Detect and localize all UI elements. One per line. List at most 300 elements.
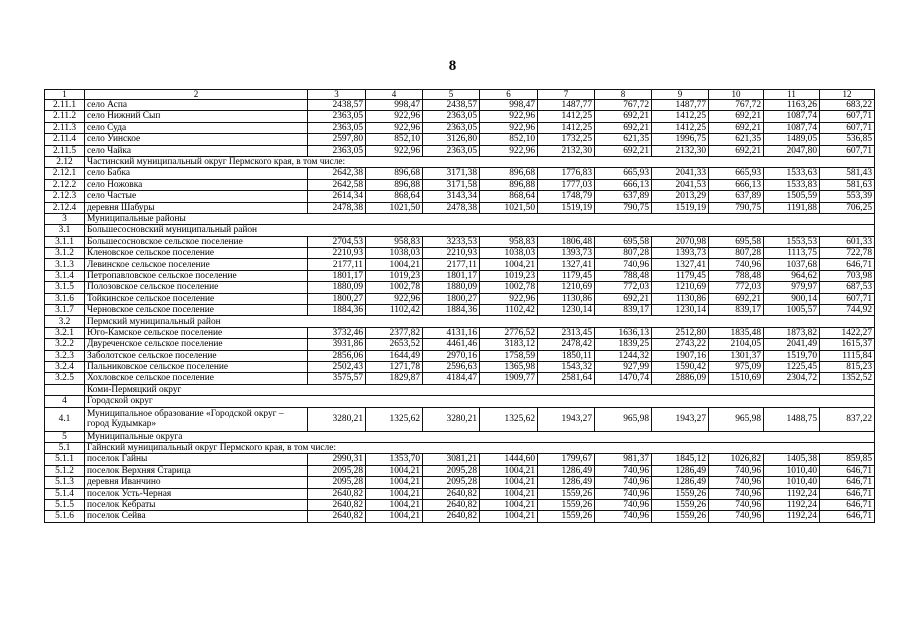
tariff-value: 1412,25: [538, 111, 595, 122]
tariff-value: 998,47: [480, 100, 538, 111]
row-code: 5.1.1: [45, 454, 85, 465]
row-code: 3.1.2: [45, 248, 85, 259]
section-title: Муниципальные округа: [85, 431, 875, 442]
tariff-value: 965,98: [595, 407, 652, 431]
table-row: [45, 191, 875, 202]
tariff-value: 1130,86: [538, 293, 595, 304]
tariff-value: 1010,40: [764, 477, 820, 488]
tariff-value: 1487,77: [538, 100, 595, 111]
table-row: [45, 282, 875, 293]
tariff-value: 1829,87: [366, 373, 423, 384]
tariff-value: 1533,83: [764, 179, 820, 190]
section-row: [45, 442, 875, 453]
tariff-value: 692,21: [709, 145, 764, 156]
row-code: 5.1.5: [45, 499, 85, 510]
tariff-value: 2640,82: [423, 488, 480, 499]
tariff-value: 1004,21: [366, 488, 423, 499]
tariff-value: 1806,48: [538, 236, 595, 247]
tariff-value: 2478,38: [423, 202, 480, 213]
section-row: [45, 213, 875, 224]
tariff-value: 1510,69: [709, 373, 764, 384]
tariff-value: 788,48: [709, 270, 764, 281]
tariff-value: 975,09: [709, 361, 764, 372]
tariff-value: 807,28: [595, 248, 652, 259]
tariff-value: 1907,16: [652, 350, 709, 361]
tariff-value: 2642,38: [308, 168, 366, 179]
tariff-value: 1943,27: [538, 407, 595, 431]
tariff-value: 4131,16: [423, 327, 480, 338]
tariff-value: 2363,05: [308, 145, 366, 156]
row-code: 3.2.2: [45, 339, 85, 350]
table-row: [45, 327, 875, 338]
tariff-value: 1225,45: [764, 361, 820, 372]
tariff-value: 740,96: [595, 511, 652, 522]
tariff-value: 1004,21: [366, 477, 423, 488]
tariff-value: 815,23: [820, 361, 875, 372]
row-code: 2.12.2: [45, 179, 85, 190]
tariff-value: 2640,82: [308, 499, 366, 510]
tariff-value: 1038,03: [366, 248, 423, 259]
tariff-value: 1021,50: [366, 202, 423, 213]
section-title: Гайнский муниципальный округ Пермского края, в том числе:: [85, 442, 875, 453]
settlement-name: поселок Гайны: [85, 454, 308, 465]
tariff-value: 2104,05: [709, 339, 764, 350]
tariff-value: 1005,57: [764, 305, 820, 316]
tariff-value: 703,98: [820, 270, 875, 281]
tariff-value: 1163,26: [764, 100, 820, 111]
tariff-value: 2377,82: [366, 327, 423, 338]
tariff-value: 1019,23: [480, 270, 538, 281]
tariff-value: 740,96: [709, 499, 764, 510]
tariff-value: 1559,26: [652, 511, 709, 522]
table-row: [45, 179, 875, 190]
row-code: 3: [45, 213, 85, 224]
tariff-value: 1533,63: [764, 168, 820, 179]
row-code: 2.11.4: [45, 134, 85, 145]
tariff-value: 767,72: [595, 100, 652, 111]
settlement-name: поселок Сейва: [85, 511, 308, 522]
section-row: [45, 384, 875, 395]
tariff-value: 1644,49: [366, 350, 423, 361]
tariff-value: 646,71: [820, 259, 875, 270]
tariff-value: 2095,28: [308, 465, 366, 476]
table-row: [45, 168, 875, 179]
tariff-value: 896,68: [480, 168, 538, 179]
tariff-value: 1543,32: [538, 361, 595, 372]
section-title: Большесосновский муниципальный район: [85, 225, 875, 236]
tariff-value: 1004,21: [480, 477, 538, 488]
row-code: [45, 384, 85, 395]
tariff-value: 1286,49: [538, 465, 595, 476]
tariff-value: 922,96: [366, 111, 423, 122]
tariff-value: 692,21: [709, 122, 764, 133]
tariff-value: 706,25: [820, 202, 875, 213]
tariff-value: 692,21: [595, 145, 652, 156]
table-row: [45, 350, 875, 361]
tariff-value: 1487,77: [652, 100, 709, 111]
tariff-value: 687,53: [820, 282, 875, 293]
tariff-value: 1286,49: [538, 477, 595, 488]
table-row: [45, 236, 875, 247]
tariff-value: 740,96: [595, 488, 652, 499]
tariff-value: 2013,29: [652, 191, 709, 202]
tariff-value: 2041,33: [652, 168, 709, 179]
tariff-value: 852,10: [366, 134, 423, 145]
tariff-value: 837,22: [820, 407, 875, 431]
tariff-value: 2363,05: [423, 122, 480, 133]
tariff-value: 2132,30: [538, 145, 595, 156]
settlement-name: поселок Верхняя Старица: [85, 465, 308, 476]
tariff-value: 2095,28: [423, 477, 480, 488]
tariff-value: 1636,13: [595, 327, 652, 338]
tariff-value: 601,33: [820, 236, 875, 247]
tariff-value: 1179,45: [652, 270, 709, 281]
tariff-value: 1004,21: [480, 465, 538, 476]
row-code: 2.11.5: [45, 145, 85, 156]
table-row: [45, 499, 875, 510]
column-number-header: 11: [764, 90, 820, 100]
table-row: [45, 373, 875, 384]
section-title: Муниципальные районы: [85, 213, 875, 224]
tariff-value: 1038,03: [480, 248, 538, 259]
tariff-value: 1884,36: [423, 305, 480, 316]
tariff-value: 922,96: [480, 293, 538, 304]
tariff-value: 852,10: [480, 134, 538, 145]
tariff-value: 740,96: [595, 499, 652, 510]
tariff-value: 2596,63: [423, 361, 480, 372]
tariff-value: 692,21: [595, 111, 652, 122]
tariff-value: 922,96: [480, 111, 538, 122]
tariff-value: 1488,75: [764, 407, 820, 431]
tariff-value: 1191,88: [764, 202, 820, 213]
tariff-value: 1192,24: [764, 488, 820, 499]
tariff-value: 666,13: [595, 179, 652, 190]
tariff-value: 807,28: [709, 248, 764, 259]
tariff-value: 1087,74: [764, 122, 820, 133]
tariff-value: 1422,27: [820, 327, 875, 338]
tariff-value: 2653,52: [366, 339, 423, 350]
tariff-value: 1559,26: [652, 488, 709, 499]
tariff-value: 1244,32: [595, 350, 652, 361]
tariff-value: 896,68: [366, 168, 423, 179]
table-row: [45, 465, 875, 476]
tariff-value: 790,75: [595, 202, 652, 213]
tariff-value: 1559,26: [538, 499, 595, 510]
table-row: [45, 477, 875, 488]
tariff-value: 2970,16: [423, 350, 480, 361]
tariff-value: 2438,57: [308, 100, 366, 111]
tariff-value: 1286,49: [652, 465, 709, 476]
tariff-value: 1412,25: [538, 122, 595, 133]
settlement-name: поселок Усть-Черная: [85, 488, 308, 499]
section-row: [45, 431, 875, 442]
tariff-value: 2743,22: [652, 339, 709, 350]
row-code: 3.2.1: [45, 327, 85, 338]
tariff-value: 2070,98: [652, 236, 709, 247]
table-row: [45, 305, 875, 316]
tariff-value: 2642,58: [308, 179, 366, 190]
tariff-value: 2478,42: [538, 339, 595, 350]
tariff-value: 3171,38: [423, 168, 480, 179]
row-code: 4.1: [45, 407, 85, 431]
tariff-value: 922,96: [366, 293, 423, 304]
tariff-value: 607,71: [820, 293, 875, 304]
tariff-value: 2704,53: [308, 236, 366, 247]
tariff-value: 1102,42: [366, 305, 423, 316]
table-row: [45, 248, 875, 259]
tariff-value: 536,85: [820, 134, 875, 145]
settlement-name: Двуреченское сельское поселение: [85, 339, 308, 350]
settlement-name: Кленовское сельское поселение: [85, 248, 308, 259]
row-code: 3.1.4: [45, 270, 85, 281]
row-code: 2.12.4: [45, 202, 85, 213]
tariff-value: 3575,57: [308, 373, 366, 384]
tariff-value: 2512,80: [652, 327, 709, 338]
tariff-value: 1615,37: [820, 339, 875, 350]
tariff-value: 1230,14: [538, 305, 595, 316]
tariff-value: 1004,21: [366, 511, 423, 522]
settlement-name: село Уинское: [85, 134, 308, 145]
tariff-value: 621,35: [709, 134, 764, 145]
tariff-value: 1839,25: [595, 339, 652, 350]
settlement-name: село Аспа: [85, 100, 308, 111]
tariff-value: 1412,25: [652, 111, 709, 122]
tariff-value: 1943,27: [652, 407, 709, 431]
section-title: Пермский муниципальный район: [85, 316, 875, 327]
tariff-value: 665,93: [709, 168, 764, 179]
settlement-name: поселок Кебраты: [85, 499, 308, 510]
tariff-value: 1325,62: [366, 407, 423, 431]
table-row: [45, 407, 875, 431]
tariff-value: 4461,46: [423, 339, 480, 350]
row-code: 5.1.6: [45, 511, 85, 522]
tariff-value: 3081,21: [423, 454, 480, 465]
tariff-value: 1192,24: [764, 511, 820, 522]
tariff-value: 981,37: [595, 454, 652, 465]
column-number-header: 2: [85, 90, 308, 100]
tariff-value: 1405,38: [764, 454, 820, 465]
row-code: 5.1.2: [45, 465, 85, 476]
column-number-header: 12: [820, 90, 875, 100]
tariff-value: 740,96: [709, 477, 764, 488]
row-code: 4: [45, 396, 85, 407]
tariff-value: 2640,82: [423, 499, 480, 510]
tariff-value: 1880,09: [423, 282, 480, 293]
tariff-value: 2041,49: [764, 339, 820, 350]
tariff-value: 3280,21: [423, 407, 480, 431]
row-code: 2.11.2: [45, 111, 85, 122]
tariff-value: 581,43: [820, 168, 875, 179]
tariff-value: 740,96: [709, 511, 764, 522]
tariff-value: 2210,93: [423, 248, 480, 259]
table-row: [45, 361, 875, 372]
tariff-value: 744,92: [820, 305, 875, 316]
section-row: [45, 396, 875, 407]
tariff-value: 2776,52: [480, 327, 538, 338]
settlement-name: Юго-Камское сельское поселение: [85, 327, 308, 338]
tariff-value: 2047,80: [764, 145, 820, 156]
table-row: [45, 111, 875, 122]
row-code: 2.12: [45, 156, 85, 167]
tariff-value: 1327,41: [538, 259, 595, 270]
column-number-header: 1: [45, 90, 85, 100]
tariff-value: 868,64: [480, 191, 538, 202]
tariff-value: 3280,21: [308, 407, 366, 431]
section-title: Городской округ: [85, 396, 875, 407]
tariff-value: 922,96: [366, 145, 423, 156]
tariff-value: 1301,37: [709, 350, 764, 361]
tariff-value: 927,99: [595, 361, 652, 372]
tariff-value: 2990,31: [308, 454, 366, 465]
tariff-value: 2363,05: [308, 122, 366, 133]
tariff-value: 1801,17: [308, 270, 366, 281]
tariff-value: 1996,75: [652, 134, 709, 145]
tariff-value: 2210,93: [308, 248, 366, 259]
tariff-value: 3143,34: [423, 191, 480, 202]
tariff-value: 1115,84: [820, 350, 875, 361]
tariff-value: 1412,25: [652, 122, 709, 133]
tariff-value: 1835,48: [709, 327, 764, 338]
tariff-value: 1909,77: [480, 373, 538, 384]
tariff-value: 2313,45: [538, 327, 595, 338]
settlement-name: Черновское сельское поселение: [85, 305, 308, 316]
tariff-value: 790,75: [709, 202, 764, 213]
row-code: 3.1.7: [45, 305, 85, 316]
tariff-value: 1352,52: [820, 373, 875, 384]
tariff-value: 1004,21: [366, 499, 423, 510]
tariff-value: 1884,36: [308, 305, 366, 316]
row-code: 5: [45, 431, 85, 442]
settlement-name: Левинское сельское поселение: [85, 259, 308, 270]
tariff-value: 2363,05: [308, 111, 366, 122]
tariff-value: 1519,70: [764, 350, 820, 361]
tariff-value: 740,96: [709, 488, 764, 499]
row-code: 3.2.5: [45, 373, 85, 384]
row-code: 3.1.6: [45, 293, 85, 304]
settlement-name: деревня Иванчино: [85, 477, 308, 488]
tariff-value: 607,71: [820, 122, 875, 133]
tariff-value: 964,62: [764, 270, 820, 281]
tariff-value: 2597,80: [308, 134, 366, 145]
tariff-value: 740,96: [595, 465, 652, 476]
tariff-value: 965,98: [709, 407, 764, 431]
column-number-header: 6: [480, 90, 538, 100]
tariff-value: 896,88: [480, 179, 538, 190]
tariff-value: 1801,17: [423, 270, 480, 281]
tariff-value: 740,96: [709, 259, 764, 270]
tariff-value: 2640,82: [308, 488, 366, 499]
tariff-value: 1026,82: [709, 454, 764, 465]
tariff-value: 1845,12: [652, 454, 709, 465]
tariff-value: 1758,59: [480, 350, 538, 361]
row-code: 3.2: [45, 316, 85, 327]
tariff-value: 1004,21: [366, 465, 423, 476]
section-title: Частинский муниципальный округ Пермского края, в том числе:: [85, 156, 875, 167]
tariff-value: 1004,21: [480, 511, 538, 522]
tariff-value: 692,21: [595, 122, 652, 133]
tariff-value: 859,85: [820, 454, 875, 465]
tariff-value: 1559,26: [652, 499, 709, 510]
tariff-value: 1130,86: [652, 293, 709, 304]
column-number-row: [45, 90, 875, 100]
tariff-value: 621,35: [595, 134, 652, 145]
table-row: [45, 145, 875, 156]
tariff-value: 1004,21: [480, 259, 538, 270]
tariff-value: 998,47: [366, 100, 423, 111]
column-number-header: 3: [308, 90, 366, 100]
tariff-value: 581,63: [820, 179, 875, 190]
tariff-value: 1393,73: [652, 248, 709, 259]
tariff-value: 922,96: [480, 145, 538, 156]
settlement-name: Петропавловское сельское поселение: [85, 270, 308, 281]
tariff-value: 1019,23: [366, 270, 423, 281]
column-number-header: 7: [538, 90, 595, 100]
tariff-value: 740,96: [595, 259, 652, 270]
row-code: 2.11.3: [45, 122, 85, 133]
tariff-value: 2640,82: [423, 511, 480, 522]
tariff-value: 2095,28: [423, 465, 480, 476]
row-code: 3.1.1: [45, 236, 85, 247]
table-row: [45, 339, 875, 350]
section-row: [45, 316, 875, 327]
tariff-value: 979,97: [764, 282, 820, 293]
column-number-header: 8: [595, 90, 652, 100]
tariff-value: 1353,70: [366, 454, 423, 465]
tariff-value: 692,21: [709, 111, 764, 122]
tariff-value: 1776,83: [538, 168, 595, 179]
table-row: [45, 488, 875, 499]
tariff-value: 772,03: [709, 282, 764, 293]
tariff-value: 1192,24: [764, 499, 820, 510]
row-code: 3.1.3: [45, 259, 85, 270]
tariff-value: 553,39: [820, 191, 875, 202]
tariff-value: 1553,53: [764, 236, 820, 247]
tariff-value: 2886,09: [652, 373, 709, 384]
tariff-value: 607,71: [820, 145, 875, 156]
row-code: 3.1.5: [45, 282, 85, 293]
tariff-value: 2095,28: [308, 477, 366, 488]
settlement-name: Тойкинское сельское поселение: [85, 293, 308, 304]
tariff-value: 3171,58: [423, 179, 480, 190]
tariff-value: 607,71: [820, 111, 875, 122]
tariff-value: 2581,64: [538, 373, 595, 384]
table-row: [45, 293, 875, 304]
tariff-value: 3233,53: [423, 236, 480, 247]
tariff-value: 1325,62: [480, 407, 538, 431]
tariff-value: 1873,82: [764, 327, 820, 338]
row-code: 5.1: [45, 442, 85, 453]
tariff-value: 722,78: [820, 248, 875, 259]
table-row: [45, 100, 875, 111]
row-code: 3.2.4: [45, 361, 85, 372]
table-row: [45, 270, 875, 281]
table-row: [45, 259, 875, 270]
tariff-value: 900,14: [764, 293, 820, 304]
settlement-name: деревня Шабуры: [85, 202, 308, 213]
tariff-value: 839,17: [709, 305, 764, 316]
settlement-name: село Суда: [85, 122, 308, 133]
tariff-value: 1880,09: [308, 282, 366, 293]
row-code: 2.11.1: [45, 100, 85, 111]
tariff-value: 1732,25: [538, 134, 595, 145]
tariff-value: 1559,26: [538, 488, 595, 499]
tariff-value: 839,17: [595, 305, 652, 316]
tariff-value: 2478,38: [308, 202, 366, 213]
tariff-value: 1113,75: [764, 248, 820, 259]
tariff-value: 665,93: [595, 168, 652, 179]
row-code: 5.1.3: [45, 477, 85, 488]
tariff-value: 683,22: [820, 100, 875, 111]
